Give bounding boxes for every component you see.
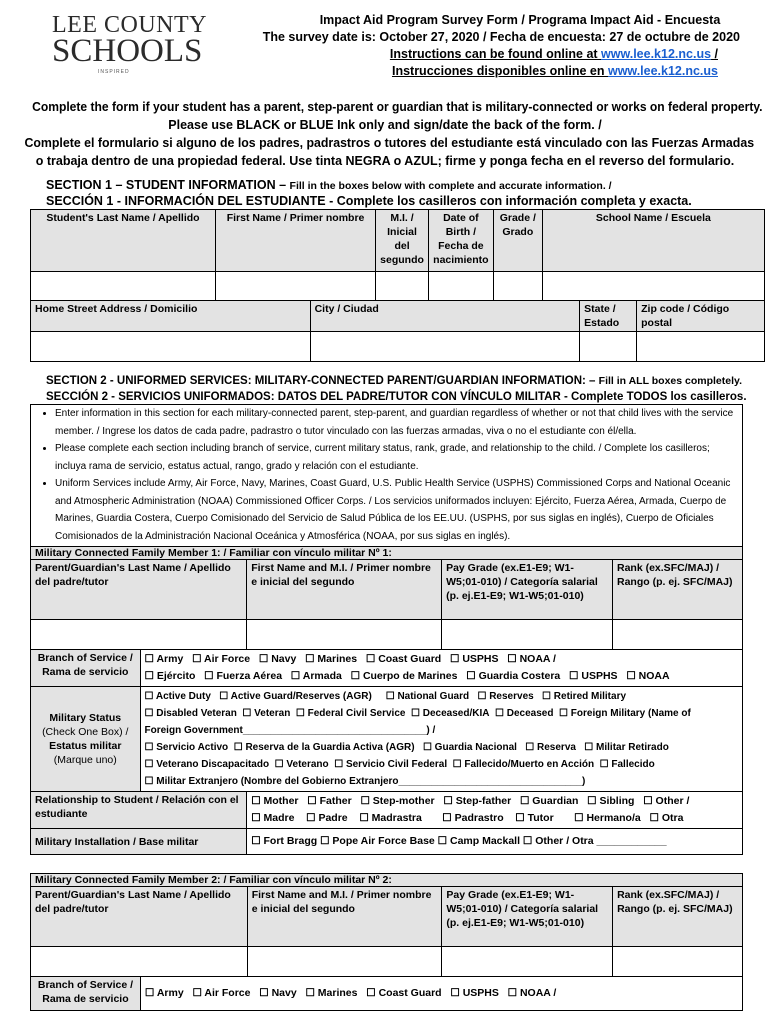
branch-noaa-checkbox[interactable]: ☐ NOAA / [507, 653, 556, 665]
member1-heading: Military Connected Family Member 1: / Familiar con vínculo militar Nº 1: [31, 547, 743, 560]
member1-relationship-label: Relationship to Student / Relación con el estudiante [31, 792, 247, 829]
relationship-es [251, 810, 738, 827]
status-fallecido-checkbox[interactable]: ☐ Fallecido [599, 759, 655, 770]
member1-rank-input[interactable] [613, 620, 743, 650]
section1-title-en-main: SECTION 1 – STUDENT INFORMATION – [46, 178, 290, 192]
header-student-mi: M.I. / Inicial del segundo [376, 210, 429, 272]
student-school-input[interactable] [542, 272, 764, 302]
header-student-last-name: Student's Last Name / Apellido [31, 210, 216, 272]
rel-hermano-checkbox[interactable]: ☐ Hermano/a [574, 812, 641, 824]
section2-note-1: • Enter information in this section for each military-connected parent, step-parent, and guardian regardless of whether or not that child lives with the service member. / Ingrese los datos de cada padre, padrastro o tutor vinculado con las fuerzas armadas, viva o no el estudiante con él/ella. [55, 405, 738, 440]
branch-navy-checkbox[interactable]: ☐ Navy [258, 653, 297, 665]
status-veterano-checkbox[interactable]: ☐ Veterano [274, 759, 329, 770]
status-militar-retirado-checkbox[interactable]: ☐ Militar Retirado [584, 742, 669, 753]
instructions-es-link[interactable]: www.lee.k12.nc.us [607, 64, 718, 78]
member1-branch-es [145, 668, 738, 685]
logo-line2: SCHOOLS [52, 33, 203, 69]
section1-title-en-small: Fill in the boxes below with complete and accurate information. / [289, 180, 612, 192]
status-guardia-nacional-checkbox[interactable]: ☐ Guardia Nacional [422, 742, 517, 753]
section2-title-en [46, 375, 742, 387]
member2-branch-options [140, 977, 742, 1011]
branch-ejercito-checkbox[interactable]: ☐ Ejército [144, 670, 196, 682]
status-line4 [145, 739, 738, 756]
status-servicio-civil-checkbox[interactable]: ☐ Servicio Civil Federal [334, 759, 448, 770]
status-reserva-checkbox[interactable]: ☐ Reserva [525, 742, 576, 753]
branch-marines-checkbox[interactable]: ☐ Marines [305, 653, 358, 665]
relationship-en [251, 793, 738, 810]
rel-madre-checkbox[interactable]: ☐ Madre [251, 812, 295, 824]
member1-relationship-options [247, 792, 743, 829]
logo-line1: LEE COUNTY [52, 12, 207, 38]
rel-guardian-checkbox[interactable]: ☐ Guardian [519, 795, 579, 807]
status-line5 [145, 756, 738, 773]
member2-table [30, 873, 743, 1011]
status-line3: Foreign Government_________________________________) / [144, 725, 436, 736]
status-label-1: Military Status [49, 712, 122, 724]
status-deceased-kia-checkbox[interactable]: ☐ Deceased/KIA [411, 708, 490, 719]
member1-branch-options [140, 650, 742, 687]
member2-header-pay-grade: Pay Grade (ex.E1-E9; W1-W5;01-010) / Categoría salarial (p. ej.E1-E9; W1-W5;01-010) [442, 887, 613, 947]
rel-other-checkbox[interactable]: ☐ Other / [643, 795, 690, 807]
rel-sibling-checkbox[interactable]: ☐ Sibling [587, 795, 635, 807]
rel-madrastra-checkbox[interactable]: ☐ Madrastra [359, 812, 422, 824]
branch-fuerza-aerea-checkbox[interactable]: ☐ Fuerza Aérea [204, 670, 283, 682]
instructions-en-link[interactable]: www.lee.k12.nc.us [601, 47, 712, 61]
status-retired-checkbox[interactable]: ☐ Retired Military [542, 691, 627, 702]
member1-last-name-input[interactable] [31, 620, 247, 650]
member2-last-name-input[interactable] [31, 947, 248, 977]
section2-title-es: SECCIÓN 2 - SERVICIOS UNIFORMADOS: DATOS DEL PADRE/TUTOR CON VÍNCULO MILITAR - Complete TODOS los casilleros. [46, 391, 747, 403]
student-info-table [30, 209, 765, 302]
m2-branch-noaa-checkbox[interactable]: ☐ NOAA / [507, 987, 557, 999]
m2-branch-coast-guard-checkbox[interactable]: ☐ Coast Guard [366, 987, 442, 999]
branch-guardia-costera-checkbox[interactable]: ☐ Guardia Costera [466, 670, 561, 682]
member2-header-last-name: Parent/Guardian's Last Name / Apellido del padre/tutor [31, 887, 248, 947]
status-label-3: Estatus militar [49, 740, 122, 752]
status-reserva-agr-checkbox[interactable]: ☐ Reserva de la Guardia Activa (AGR) [233, 742, 415, 753]
m2-branch-air-force-checkbox[interactable]: ☐ Air Force [192, 987, 251, 999]
student-grade-input[interactable] [493, 272, 542, 302]
status-agr-checkbox[interactable]: ☐ Active Guard/Reserves (AGR) [219, 691, 372, 702]
member2-header-rank: Rank (ex.SFC/MAJ) / Rango (p. ej. SFC/MAJ) [613, 887, 743, 947]
section2-title-en-main: SECTION 2 - UNIFORMED SERVICES: MILITARY-CONNECTED PARENT/GUARDIAN INFORMATION: – [46, 375, 599, 387]
status-foreign-military-checkbox[interactable]: ☐ Foreign Military (Name of [559, 708, 691, 719]
instructions-en-text: Instructions can be found online at [389, 47, 602, 61]
rel-otra-checkbox[interactable]: ☐ Otra [649, 812, 684, 824]
header-student-first-name: First Name / Primer nombre [215, 210, 375, 272]
instructions-es-text: Instrucciones disponibles online en [391, 64, 608, 78]
status-label-4: (Marque uno) [53, 754, 117, 766]
survey-date: The survey date is: October 27, 2020 / Fecha de encuesta: 27 de octubre de 2020 [262, 30, 740, 44]
header-student-school: School Name / Escuela [542, 210, 764, 272]
member2-header-first-name: First Name and M.I. / Primer nombre e inicial del segundo [247, 887, 442, 947]
member1-branch-label: Branch of Service / Rama de servicio [31, 650, 141, 687]
form-header [240, 12, 740, 80]
member1-branch-en [145, 651, 738, 668]
intro-line2: Please use BLACK or BLUE Ink only and sign/date the back of the form. / [168, 118, 602, 132]
status-line6[interactable]: ☐ Militar Extranjero (Nombre del Gobierno Extranjero_________________________________) [144, 776, 586, 787]
status-fallecido-accion-checkbox[interactable]: ☐ Fallecido/Muerto en Acción [452, 759, 595, 770]
section1-title-es: SECCIÓN 1 - INFORMACIÓN DEL ESTUDIANTE - Complete los casilleros con información completa y exacta. [46, 194, 692, 208]
member1-header-rank: Rank (ex.SFC/MAJ) / Rango (p. ej. SFC/MAJ) [613, 560, 743, 620]
section2-note-3: • Uniform Services include Army, Air Force, Navy, Marines, Coast Guard, U.S. Public Health Service (USPHS) Commissioned Corps and National Oceanic and Atmospheric Administration (NOAA) Commissioned Officer Corps. / Los servicios uniformados incluyen: Ejército, Fuerza Aérea, Armada, Cuerpo de Marines, Guardia Costera, Cuerpo Comisionado del Servicio de Salud Pública de los EE.UU. (USPHS, por sus siglas en inglés), Cuerpo de Oficiales Comisionados de la Administración Nacional Oceánica y Atmosférica (NOAA, por sus siglas en inglés). [55, 475, 738, 545]
status-active-duty-checkbox[interactable]: ☐ Active Duty [144, 691, 211, 702]
city-input[interactable] [310, 332, 580, 362]
state-input[interactable] [580, 332, 637, 362]
intro-line1: Complete the form if your student has a parent, step-parent or guardian that is military-connected or works on federal property. [32, 100, 763, 114]
student-address-table [30, 300, 765, 362]
member2-heading: Military Connected Family Member 2: / Familiar con vínculo militar Nº 2: [31, 874, 743, 887]
m2-branch-army-checkbox[interactable]: ☐ Army [144, 987, 184, 999]
status-national-guard-checkbox[interactable]: ☐ National Guard [385, 691, 470, 702]
rel-step-mother-checkbox[interactable]: ☐ Step-mother [360, 795, 435, 807]
lee-county-schools-logo [48, 12, 207, 75]
student-last-name-input[interactable] [31, 272, 216, 302]
branch-army-checkbox[interactable]: ☐ Army [144, 653, 184, 665]
branch-usphs-checkbox[interactable]: ☐ USPHS [449, 653, 499, 665]
header-zip: Zip code / Código postal [637, 301, 765, 332]
m2-branch-usphs-checkbox[interactable]: ☐ USPHS [450, 987, 499, 999]
status-federal-civil-checkbox[interactable]: ☐ Federal Civil Service [295, 708, 406, 719]
member1-table [30, 546, 743, 855]
header-state: State / Estado [580, 301, 637, 332]
instructions-en [240, 46, 740, 63]
status-line2 [145, 705, 738, 722]
student-dob-input[interactable] [428, 272, 493, 302]
section2-notes [30, 404, 743, 547]
logo-tagline: INSPIRED [98, 69, 130, 75]
m2-branch-navy-checkbox[interactable]: ☐ Navy [259, 987, 297, 999]
home-address-input[interactable] [31, 332, 311, 362]
member2-first-name-input[interactable] [247, 947, 442, 977]
instructions-es [240, 63, 740, 80]
branch-coast-guard-checkbox[interactable]: ☐ Coast Guard [365, 653, 442, 665]
rel-tutor-checkbox[interactable]: ☐ Tutor [515, 812, 554, 824]
header-city: City / Ciudad [310, 301, 580, 332]
branch-usphs-es-checkbox[interactable]: ☐ USPHS [569, 670, 618, 682]
form-title: Impact Aid Program Survey Form / Programa Impact Aid - Encuesta [319, 13, 721, 27]
member1-installation-label: Military Installation / Base militar [31, 829, 247, 855]
member1-header-pay-grade: Pay Grade (ex.E1-E9; W1-W5;01-010) / Categoría salarial (p. ej.E1-E9; W1-W5;01-010) [442, 560, 613, 620]
m2-branch-marines-checkbox[interactable]: ☐ Marines [305, 987, 358, 999]
rel-father-checkbox[interactable]: ☐ Father [307, 795, 352, 807]
member1-header-first-name: First Name and M.I. / Primer nombre e inicial del segundo [247, 560, 442, 620]
rel-step-father-checkbox[interactable]: ☐ Step-father [443, 795, 512, 807]
status-deceased-checkbox[interactable]: ☐ Deceased [495, 708, 554, 719]
member1-installation-options[interactable]: ☐ Fort Bragg ☐ Pope Air Force Base ☐ Camp Mackall ☐ Other / Otra ____________ [247, 829, 743, 855]
status-label-2: (Check One Box) / [42, 726, 129, 738]
status-veterano-discapacitado-checkbox[interactable]: ☐ Veterano Discapacitado [144, 759, 270, 770]
section2-note-2: • Please complete each section including branch of service, current military status, rank, grade, and relationship to the child. / Complete los casilleros; incluya rama de servicio, estatus actual, rango, grado y relación con el estudiante. [55, 440, 738, 475]
branch-air-force-checkbox[interactable]: ☐ Air Force [192, 653, 251, 665]
intro-line4: o trabaja dentro de una propiedad federal. Use tinta NEGRA o AZUL; firme y ponga fecha en el reverso del formulario. [35, 154, 735, 168]
member2-branch-label: Branch of Service / Rama de servicio [31, 977, 141, 1011]
status-veteran-checkbox[interactable]: ☐ Veteran [242, 708, 291, 719]
header-student-grade: Grade / Grado [493, 210, 542, 272]
intro-instructions [20, 98, 763, 170]
status-reserves-checkbox[interactable]: ☐ Reserves [477, 691, 534, 702]
member1-first-name-input[interactable] [247, 620, 442, 650]
rel-padrastro-checkbox[interactable]: ☐ Padrastro [442, 812, 504, 824]
status-servicio-activo-checkbox[interactable]: ☐ Servicio Activo [144, 742, 229, 753]
member1-pay-grade-input[interactable] [442, 620, 613, 650]
section1-title-en [46, 178, 612, 192]
header-home-address: Home Street Address / Domicilio [31, 301, 311, 332]
intro-line3: Complete el formulario si alguno de los padres, padrastros o tutores del estudiante está vinculado con las Fuerzas Armadas [24, 136, 755, 150]
branch-armada-checkbox[interactable]: ☐ Armada [290, 670, 342, 682]
member2-rank-input[interactable] [613, 947, 743, 977]
student-first-name-input[interactable] [215, 272, 375, 302]
status-disabled-veteran-checkbox[interactable]: ☐ Disabled Veteran [144, 708, 237, 719]
zip-input[interactable] [637, 332, 765, 362]
member1-status-options [140, 687, 742, 792]
member2-pay-grade-input[interactable] [442, 947, 613, 977]
instructions-en-suffix: / [711, 47, 718, 61]
branch-noaa-es-checkbox[interactable]: ☐ NOAA [626, 670, 670, 682]
member1-status-label [31, 687, 141, 792]
branch-cuerpo-marines-checkbox[interactable]: ☐ Cuerpo de Marines [350, 670, 458, 682]
student-mi-input[interactable] [376, 272, 429, 302]
header-student-dob: Date of Birth / Fecha de nacimiento [428, 210, 493, 272]
member1-header-last-name: Parent/Guardian's Last Name / Apellido del padre/tutor [31, 560, 247, 620]
rel-padre-checkbox[interactable]: ☐ Padre [306, 812, 348, 824]
section2-title-en-small: Fill in ALL boxes completely. [598, 375, 742, 387]
status-line1 [145, 688, 738, 705]
rel-mother-checkbox[interactable]: ☐ Mother [251, 795, 299, 807]
